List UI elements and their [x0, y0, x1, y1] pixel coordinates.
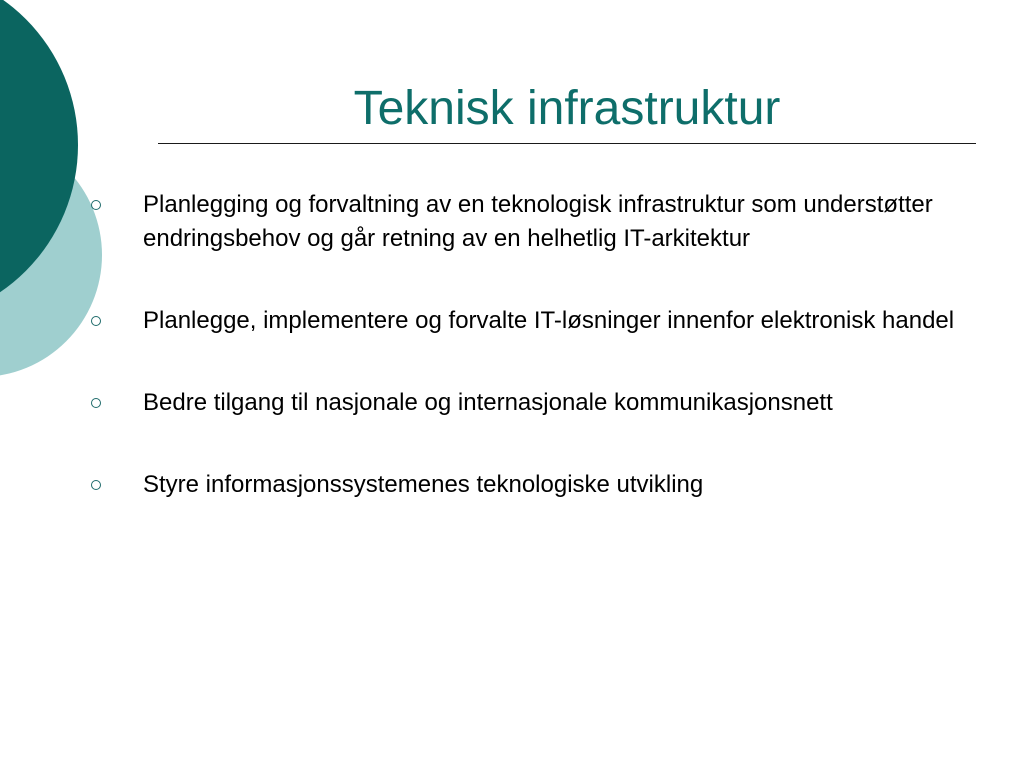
bullet-circle-icon	[91, 200, 101, 210]
bullet-item	[88, 304, 988, 338]
bullet-text: Planlegge, implementere og forvalte IT-løsninger innenfor elektronisk handel	[143, 307, 955, 334]
bullet-item	[88, 386, 988, 420]
bullet-item	[88, 188, 988, 256]
bullet-list	[88, 188, 988, 502]
title-underline	[158, 143, 976, 144]
bullet-item	[88, 468, 988, 502]
bullet-circle-icon	[91, 480, 101, 490]
slide-title: Teknisk infrastruktur	[353, 82, 781, 135]
bullet-text: Planlegging og forvaltning av en teknologisk infrastruktur som understøtter endringsbehov og går retning av en helhetlig IT-arkitektur	[143, 191, 933, 252]
bullet-circle-icon	[91, 316, 101, 326]
bullet-circle-icon	[91, 398, 101, 408]
bullet-text: Bedre tilgang til nasjonale og internasjonale kommunikasjonsnett	[143, 389, 833, 416]
bullet-text: Styre informasjonssystemenes teknologiske utvikling	[143, 471, 704, 498]
